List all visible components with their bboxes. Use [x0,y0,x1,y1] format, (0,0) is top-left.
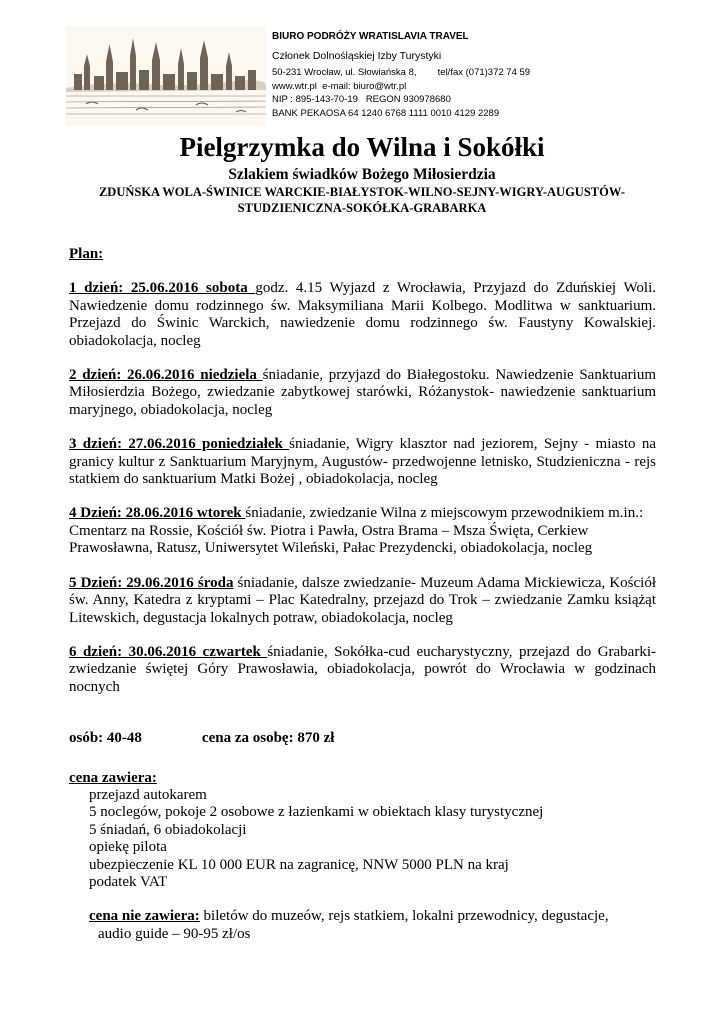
list-item: przejazd autokarem [89,786,207,803]
day-text: śniadanie, Wigry klasztor nad jeziorem, Sejny - miasto na granicy kultur z Sanktuarium Maryjnym, Augustów- przedwojenne letnisko, Studzieniczna - rejs statkiem do sanktuarium Matki Bożej , obiadokolacja, nocleg [69,436,656,488]
day-text: śniadanie, Sokółka-cud eucharystyczny, przejazd do Grabarki- zwiedzanie świętej Góry Prawosławia, obiadokolacja, powrót do Wrocławia w godzinach nocnych [69,643,656,695]
agency-address: 50-231 Wrocław, ul. Słowiańska 8, [272,67,417,78]
includes-list [89,787,656,891]
list-item: podatek VAT [89,873,168,890]
trip-stats [69,730,656,747]
day-heading: 5 Dzień: 29.06.2016 środa [69,574,234,591]
agency-name: BIURO PODRÓŻY WRATISLAVIA TRAVEL [272,31,469,42]
day-paragraph [69,575,656,627]
day-text: śniadanie, zwiedzanie Wilna z miejscowym przewodnikiem m.in.: Cmentarz na Rossie, Kościół św. Piotra i Pawła, Ostra Brama – Msza Święta, Cerkiew Prawosławna, Ratusz, Uniwersytet Wileński, Pałac Prezydencki, obiadokolacja, nocleg [69,505,644,557]
document-title: Pielgrzymka do Wilna i Sokółki [179,132,545,162]
day-heading: 3 dzień: 27.06.2016 poniedziałek [69,436,290,453]
includes-heading: cena zawiera: [69,769,157,786]
price-per-person: cena za osobę: 870 zł [201,730,335,747]
day-paragraph [69,505,656,557]
excludes-section [89,908,656,943]
day-paragraph [69,644,656,696]
day-paragraph [69,280,656,350]
day-heading: 1 dzień: 25.06.2016 sobota [69,280,256,297]
agency-nip-regon: NIP : 895-143-70-19 REGON 930978680 [272,94,451,105]
excludes-text-continued: audio guide – 90-95 zł/os [98,925,251,942]
agency-web-email: www.wtr.pl e-mail: biuro@wtr.pl [272,80,407,92]
persons-count: osób: 40-48 [69,730,142,747]
agency-info [272,30,530,120]
excludes-text: biletów do muzeów, rejs statkiem, lokalni przewodnicy, degustacje, [199,908,609,925]
list-item: opiekę pilota [89,839,167,856]
list-item: ubezpieczenie KL 10 000 EUR na zagranicę, NNW 5000 PLN na kraj [89,856,509,873]
excludes-heading: cena nie zawiera: [89,908,200,925]
day-heading: 2 dzień: 26.06.2016 niedziela [69,367,263,384]
document-body [69,246,656,943]
route-line: ZDUŃSKA WOLA-ŚWINICE WARCKIE-BIAŁYSTOK-WILNO-SEJNY-WIGRY-AUGUSTÓW-STUDZIENICZNA-SOKÓŁKA-GRABARKA [98,185,626,215]
day-heading: 4 Dzień: 28.06.2016 wtorek [69,505,246,522]
agency-phone: tel/fax (071)372 74 59 [437,67,531,78]
plan-heading: Plan: [69,246,104,262]
day-text: śniadanie, dalsze zwiedzanie- Muzeum Adama Mickiewicza, Kościół św. Anny, Katedra z kryptami – Plac Katedralny, przejazd do Trok – zwiedzanie Zamku książąt Litewskich, degustacja lokalnych potraw, obiadokolacja, nocleg [69,574,656,626]
agency-membership: Członek Dolnośląskiej Izby Turystyki [272,49,442,62]
day-text: śniadanie, przyjazd do Białegostoku. Nawiedzenie Sanktuarium Miłosierdzia Bożego, zwiedzanie zabytkowej starówki, Różanystok- nawiedzenie sanktuarium maryjnego, obiadokolacja, nocleg [69,367,656,418]
document-subtitle: Szlakiem świadków Bożego Miłosierdzia [228,166,496,183]
agency-bank: BANK PEKAOSA 64 1240 6768 1111 0010 4129 2289 [272,107,500,119]
day-text: godz. 4.15 Wyjazd z Wrocławia, Przyjazd do Zduńskiej Woli. Nawiedzenie domu rodzinnego św. Maksymiliana Marii Kolbego. Modlitwa w sanktuarium. Przejazd do Świnic Warckich, nawiedzenie domu rodzinnego św. Faustyny Kowalskiej. obiadokolacja, nocleg [69,280,656,349]
list-item: 5 noclegów, pokoje 2 osobowe z łazienkami w obiektach klasy turystycznej [89,804,544,821]
city-panorama-logo [66,26,266,126]
day-paragraph [69,436,656,488]
day-heading: 6 dzień: 30.06.2016 czwartek [69,643,268,660]
day-paragraph [69,367,656,419]
list-item: 5 śniadań, 6 obiadokolacji [89,821,247,838]
agency-address-line [272,66,530,80]
